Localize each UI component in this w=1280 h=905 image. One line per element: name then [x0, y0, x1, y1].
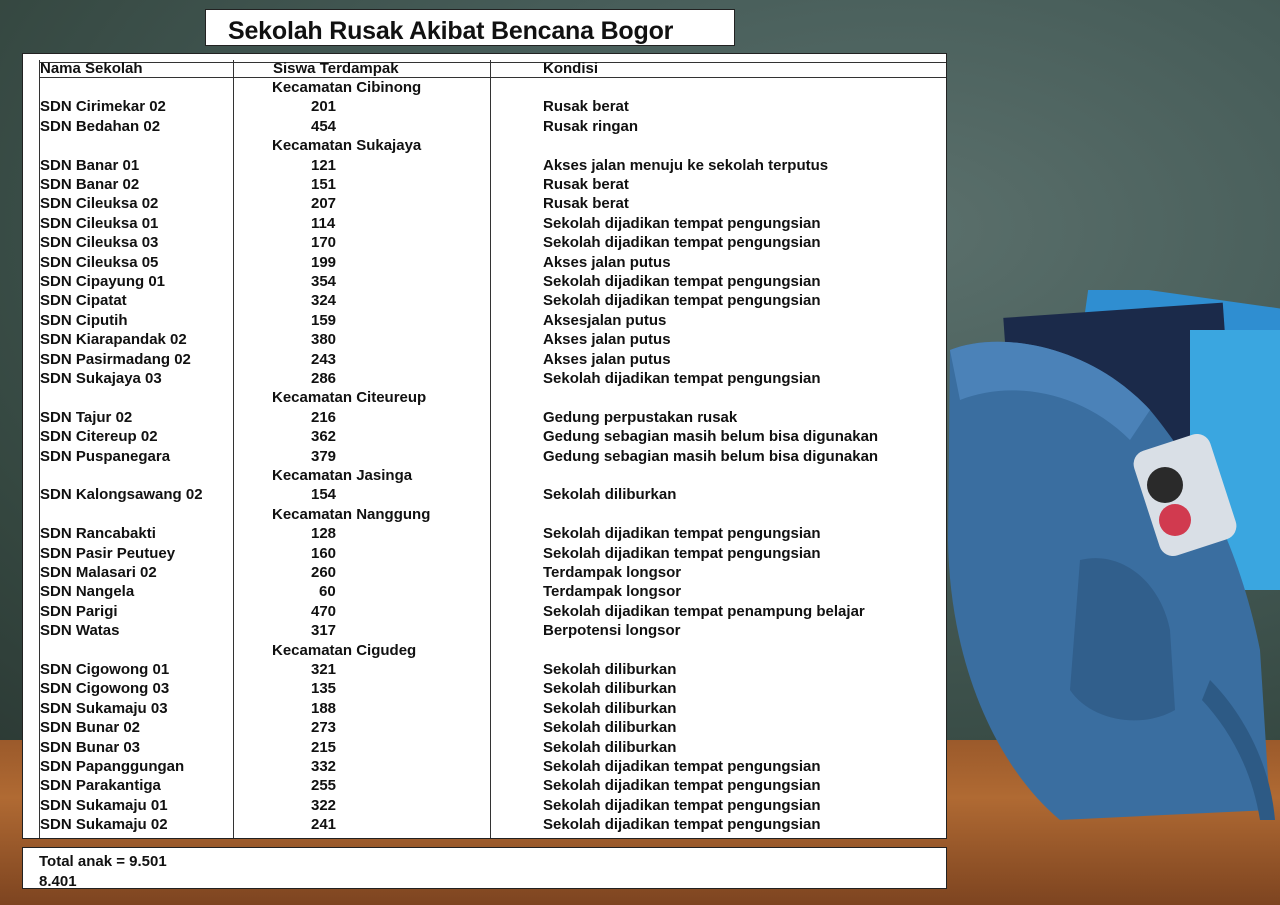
student-count: 60	[319, 583, 336, 601]
condition-text: Sekolah dijadikan tempat penampung belajar	[543, 602, 865, 620]
school-name: SDN Tajur 02	[40, 408, 133, 426]
district-label: Kecamatan Cigudeg	[272, 641, 417, 659]
student-count: 454	[311, 117, 337, 135]
school-name: SDN Citereup 02	[40, 428, 158, 446]
student-count: 470	[311, 602, 337, 620]
condition-text: Sekolah diliburkan	[543, 699, 677, 717]
condition-text: Terdampak longsor	[543, 583, 682, 601]
student-count: 135	[311, 680, 337, 698]
condition-text: Sekolah dijadikan tempat pengungsian	[543, 234, 821, 252]
table-row	[23, 679, 946, 698]
school-name: SDN Pasirmadang 02	[40, 350, 191, 368]
school-name: SDN Ciputih	[40, 311, 128, 329]
condition-text: Sekolah dijadikan tempat pengungsian	[543, 214, 821, 232]
school-name: SDN Nangela	[40, 583, 135, 601]
table-row	[23, 544, 946, 563]
table-row	[23, 602, 946, 621]
header-nama-sekolah: Nama Sekolah	[40, 60, 143, 77]
table-row	[23, 563, 946, 582]
school-name: SDN Bunar 03	[40, 738, 141, 756]
school-name: SDN Cileuksa 05	[40, 253, 159, 271]
school-name: SDN Sukamaju 03	[40, 699, 168, 717]
condition-text: Sekolah dijadikan tempat pengungsian	[543, 292, 821, 310]
student-count: 159	[311, 311, 337, 329]
student-count: 199	[311, 253, 337, 271]
school-name: SDN Sukamaju 01	[40, 796, 168, 814]
table-row	[23, 427, 946, 446]
table-row	[23, 485, 946, 504]
header-siswa-terdampak: Siswa Terdampak	[273, 60, 399, 77]
student-count: 324	[311, 292, 337, 310]
school-name: SDN Bedahan 02	[40, 117, 161, 135]
condition-text: Terdampak longsor	[543, 564, 682, 581]
total-text: Total anak = 9.501	[39, 853, 167, 870]
condition-text: Rusak ringan	[543, 117, 639, 135]
table-row	[23, 253, 946, 272]
student-count: 215	[311, 738, 337, 756]
school-name: SDN Banar 01	[40, 156, 140, 174]
school-name: SDN Cipayung 01	[40, 273, 166, 290]
condition-text: Aksesjalan putus	[543, 311, 667, 329]
condition-text: Akses jalan menuju ke sekolah terputus	[543, 156, 829, 174]
condition-text: Rusak berat	[543, 195, 629, 213]
district-label: Kecamatan Sukajaya	[272, 137, 422, 155]
student-count: 243	[311, 350, 337, 368]
table-top-rule	[39, 62, 946, 63]
table-row	[23, 291, 946, 310]
table-row	[23, 524, 946, 543]
table-row	[23, 175, 946, 194]
table-row	[23, 272, 946, 291]
table-row	[23, 582, 946, 601]
group-row	[23, 505, 946, 524]
table-row	[23, 408, 946, 427]
school-name: SDN Parigi	[40, 602, 118, 620]
table-row	[23, 757, 946, 776]
school-name: SDN Bunar 02	[40, 719, 141, 737]
condition-text: Berpotensi longsor	[543, 622, 681, 640]
condition-text: Sekolah diliburkan	[543, 719, 677, 737]
school-name: SDN Cileuksa 03	[40, 234, 159, 252]
school-name: SDN Banar 02	[40, 176, 140, 193]
student-count: 273	[311, 719, 337, 737]
school-name: SDN Watas	[40, 622, 120, 640]
schools-table	[22, 53, 947, 839]
table-row	[23, 776, 946, 795]
table-row	[23, 447, 946, 466]
student-count: 260	[311, 564, 337, 581]
school-name: SDN Puspanegara	[40, 447, 171, 465]
condition-text: Akses jalan putus	[543, 331, 671, 349]
school-name: SDN Pasir Peutuey	[40, 544, 176, 562]
school-name: SDN Cileuksa 02	[40, 195, 159, 213]
student-count: 154	[311, 486, 337, 504]
group-row	[23, 136, 946, 155]
condition-text: Rusak berat	[543, 176, 629, 193]
student-count: 160	[311, 544, 337, 562]
district-label: Kecamatan Jasinga	[272, 467, 413, 484]
school-name: SDN Cigowong 01	[40, 661, 170, 678]
condition-text: Gedung sebagian masih belum bisa digunakan	[543, 428, 879, 446]
student-count: 201	[311, 98, 337, 116]
student-count: 241	[311, 816, 337, 834]
district-label: Kecamatan Citeureup	[272, 389, 427, 407]
condition-text: Sekolah diliburkan	[543, 486, 677, 504]
condition-text: Sekolah dijadikan tempat pengungsian	[543, 796, 821, 814]
table-row	[23, 311, 946, 330]
school-name: SDN Kalongsawang 02	[40, 486, 203, 504]
district-label: Kecamatan Cibinong	[272, 79, 422, 96]
student-count: 188	[311, 699, 337, 717]
table-row	[23, 369, 946, 388]
student-count: 207	[311, 195, 337, 213]
condition-text: Sekolah diliburkan	[543, 661, 677, 678]
table-row	[23, 233, 946, 252]
table-row	[23, 350, 946, 369]
student-count: 286	[311, 370, 337, 387]
student-count: 114	[311, 214, 336, 232]
student-count: 170	[311, 234, 337, 252]
secondary-total-text: 8.401	[39, 873, 77, 890]
student-count: 216	[311, 408, 337, 426]
student-count: 128	[311, 525, 337, 543]
table-row	[23, 97, 946, 116]
total-footer	[22, 847, 947, 889]
school-name: SDN Sukajaya 03	[40, 370, 162, 387]
school-name: SDN Parakantiga	[40, 777, 161, 795]
table-row	[23, 330, 946, 349]
student-count: 362	[311, 428, 337, 446]
condition-text: Akses jalan putus	[543, 350, 671, 368]
table-row	[23, 796, 946, 815]
student-count: 255	[311, 777, 337, 795]
table-row	[23, 214, 946, 233]
table-row	[23, 699, 946, 718]
student-count: 151	[311, 176, 337, 193]
condition-text: Rusak berat	[543, 98, 629, 116]
condition-text: Sekolah dijadikan tempat pengungsian	[543, 525, 821, 543]
school-name: SDN Sukamaju 02	[40, 816, 168, 834]
condition-text: Gedung sebagian masih belum bisa digunakan	[543, 447, 879, 465]
condition-text: Akses jalan putus	[543, 253, 671, 271]
header-kondisi: Kondisi	[543, 60, 598, 77]
school-name: SDN Rancabakti	[40, 525, 156, 543]
condition-text: Sekolah dijadikan tempat pengungsian	[543, 370, 821, 387]
school-name: SDN Cipatat	[40, 292, 127, 310]
condition-text: Sekolah dijadikan tempat pengungsian	[543, 816, 821, 834]
backpack-illustration	[940, 290, 1280, 830]
table-row	[23, 117, 946, 136]
student-count: 322	[311, 796, 337, 814]
school-name: SDN Malasari 02	[40, 564, 157, 581]
condition-text: Gedung perpustakan rusak	[543, 408, 738, 426]
table-row	[23, 156, 946, 175]
student-count: 354	[311, 273, 337, 290]
student-count: 121	[311, 156, 337, 174]
condition-text: Sekolah dijadikan tempat pengungsian	[543, 273, 821, 290]
condition-text: Sekolah dijadikan tempat pengungsian	[543, 758, 821, 775]
school-name: SDN Cigowong 03	[40, 680, 170, 698]
student-count: 332	[311, 758, 337, 775]
table-row	[23, 660, 946, 679]
table-row	[23, 738, 946, 757]
table-row	[23, 815, 946, 834]
student-count: 321	[311, 661, 337, 678]
group-row	[23, 641, 946, 660]
group-row	[23, 78, 946, 97]
district-label: Kecamatan Nanggung	[272, 505, 431, 523]
group-row	[23, 388, 946, 407]
school-name: SDN Cirimekar 02	[40, 98, 166, 116]
student-count: 379	[311, 447, 337, 465]
student-count: 380	[311, 331, 337, 349]
table-row	[23, 718, 946, 737]
title-box	[205, 9, 735, 46]
condition-text: Sekolah diliburkan	[543, 680, 677, 698]
condition-text: Sekolah dijadikan tempat pengungsian	[543, 544, 821, 562]
table-row	[23, 621, 946, 640]
page-title: Sekolah Rusak Akibat Bencana Bogor	[228, 17, 674, 45]
table-row	[23, 194, 946, 213]
school-name: SDN Cileuksa 01	[40, 214, 159, 232]
school-name: SDN Papanggungan	[40, 758, 185, 775]
student-count: 317	[311, 622, 337, 640]
condition-text: Sekolah diliburkan	[543, 738, 677, 756]
group-row	[23, 466, 946, 485]
condition-text: Sekolah dijadikan tempat pengungsian	[543, 777, 821, 795]
school-name: SDN Kiarapandak 02	[40, 331, 187, 349]
